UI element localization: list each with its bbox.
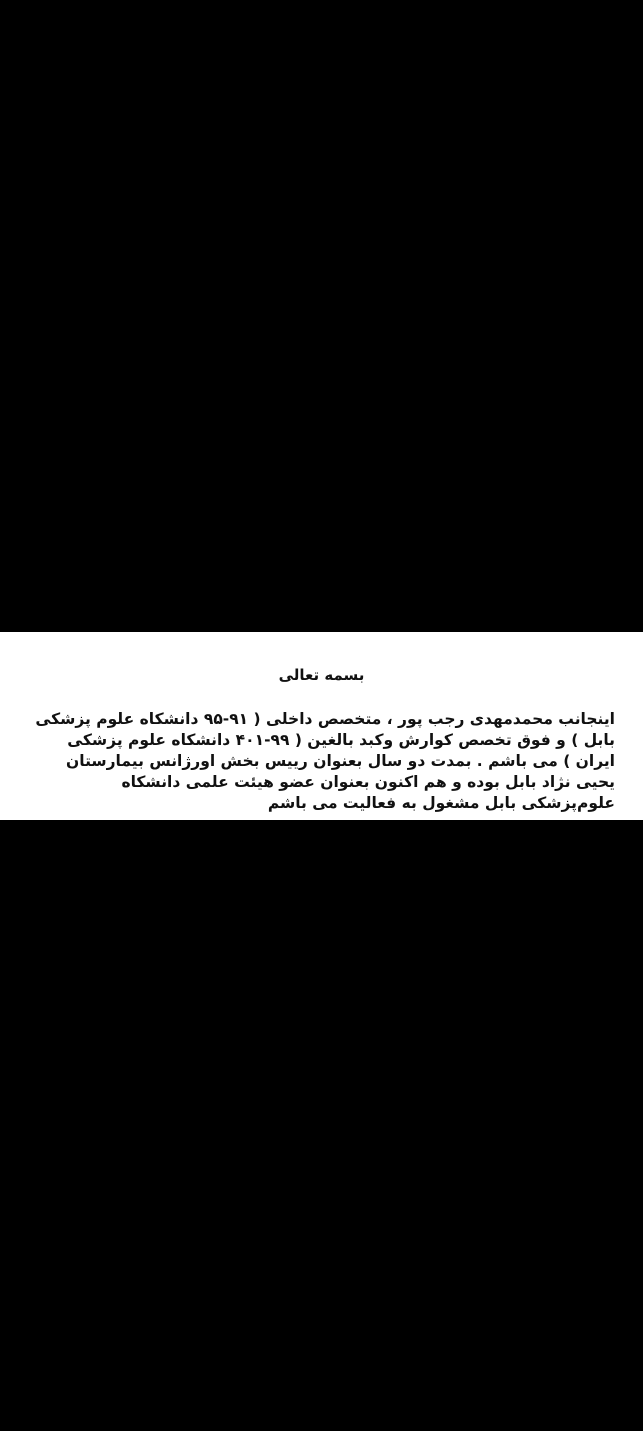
bio-paragraph: اینجانب محمدمهدی رجب پور ، متخصص داخلی ( ۹۱-۹۵ دانشکاه علوم پزشکی بابل ) و فوق تخصص کوارش وکبد بالغین ( ۹۹-۴۰۱ دانشکاه علوم پزشکی ایران ) می باشم . بمدت دو سال بعنوان رییس بخش اورژانس بیمارستان یحیی نژاد بابل بوده و هم اکنون بعنوان عضو هیئت علمی دانشکاه علوم‌پزشکی بابل مشغول به فعالیت می باشم <box>35 710 615 812</box>
bio-card <box>0 632 643 820</box>
top-black-area <box>0 0 643 632</box>
bismillah-heading: بسمه تعالی <box>278 666 365 684</box>
bottom-black-area <box>0 820 643 1431</box>
